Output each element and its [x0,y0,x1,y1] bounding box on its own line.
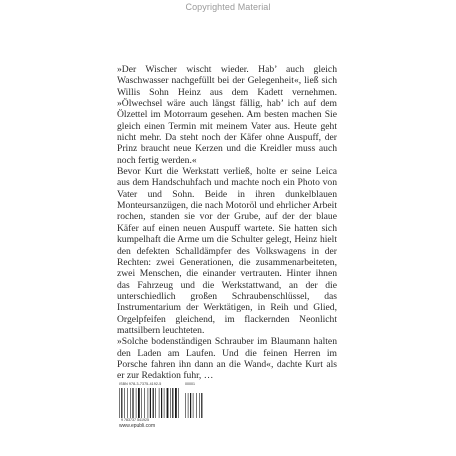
blurb-text [117,64,337,382]
blurb-paragraph-2: Bevor Kurt die Werkstatt verließ, holte er seine Leica aus dem Handschuhfach und machte noch ein Photo von Vater und Sohn. Beide in ihren dunkelblauen Monteursanzügen, die nach Motoröl und ehrlicher Arbeit rochen, standen sie vor der Grube, auf der der blaue Käfer auf einen neuen Auspuff wartete. Sie hatten sich kumpelhaft die Arme um die Schulter gelegt, Heinz hielt den defekten Schalldämpfer des Volkswagens in der Rechten: zwei Generationen, die zusammenarbeiteten, zwei Menschen, die einander vertrauten. Hinter ihnen das Fahrzeug und die Werkstattwand, an der die unterschiedlich großen Schraubenschlüssel, das Instrumentarium der Werktätigen, in Reih und Glied, Orgelpfeifen gleichend, im flackernden Neonlicht mattsilbern leuchteten. [117,166,337,336]
isbn-barcode [119,382,215,429]
barcode-bars [119,388,211,420]
barcode-addon-digits: 00001 [185,382,195,386]
publisher-url: www.epubli.com [119,423,156,429]
barcode-digits: 9 783737 541925 [121,418,149,422]
blurb-paragraph-3: »Solche bodenständigen Schrauber im Blaumann halten den Laden am Laufen. Und die feinen Herren im Porsche fahren ihn dann an die Wand«, dachte Kurt als er zur Redaktion fuhr, … [117,336,337,382]
watermark: Copyrighted Material [185,2,271,12]
isbn-text: ISBN 978-3-7375-4192-5 [119,382,162,386]
blurb-paragraph-1: »Der Wischer wischt wieder. Hab’ auch gleich Waschwasser nachgefüllt bei der Gelegenheit«, ließ sich Willis Sohn Heinz aus dem Kadett vernehmen. »Ölwechsel wäre auch längst fällig, hab’ ich auf dem Ölzettel im Motorraum gesehen. Am besten machen Sie gleich einen Termin mit meinem Vater aus. Heute geht nicht mehr. Da steht noch der Käfer ohne Auspuff, der Prinz braucht neue Kerzen und die Kreidler muss auch noch fertig werden.« [117,64,337,166]
